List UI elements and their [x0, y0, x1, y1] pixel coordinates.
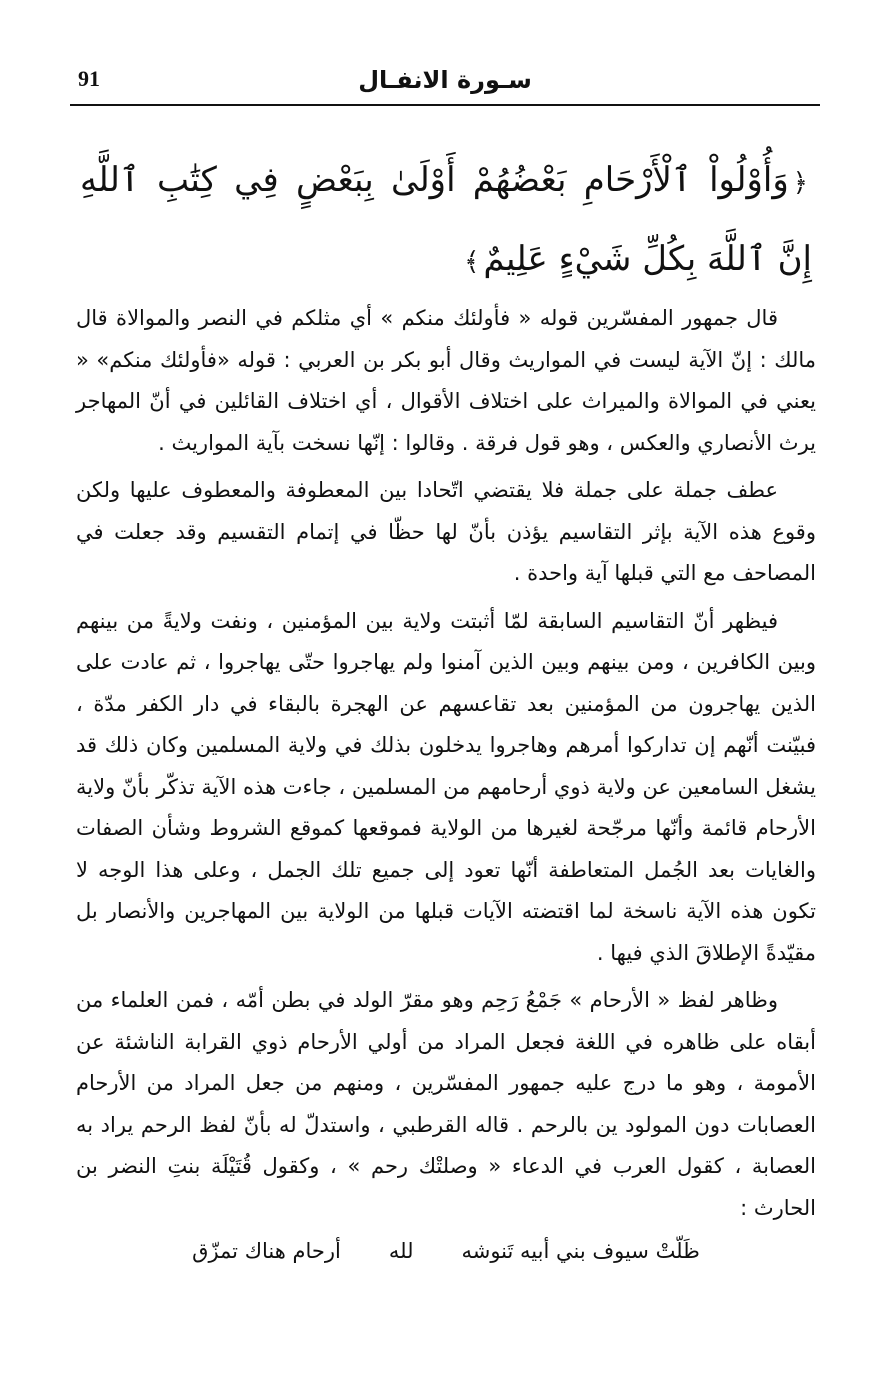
- paragraph-2: عطف جملة على جملة فلا يقتضي اتّحادا بين المعطوفة والمعطوف عليها ولكن وقوع هذه الآية بإثر التقاسيم يؤذن بأنّ لها حظّا في إتمام التقسيم وقد جعلت في المصاحف مع التي قبلها آية واحدة .: [76, 478, 816, 585]
- paragraph-1: قال جمهور المفسّرين قوله « فأولئك منكم » أي مثلكم في النصر والموالاة قال مالك : إنّ الآية ليست في المواريث وقال أبو بكر بن العربي : قوله «فأولئك منكم» « يعني في الموالاة والميراث على اختلاف الأقوال ، أي اختلاف القائلين في أنّ المهاجر يرث الأنصاري والعكس ، وهو قول فرقة . وقالوا : إنّها نسخت بآية المواريث .: [76, 306, 816, 455]
- poem-hemistich-2: أرحام هناك تمزّق: [192, 1239, 341, 1263]
- quran-verse: [80, 142, 812, 300]
- verse-text: وَأُوْلُواْ ٱلْأَرْحَامِ بَعْضُهُمْ أَوْلَىٰ بِبَعْضٍ فِي كِتَٰبِ ٱللَّهِ إِنَّ ٱللَّهَ بِكُلِّ شَيْءٍ عَلِيمٌ: [80, 160, 812, 279]
- page-number: 91: [78, 66, 100, 91]
- commentary-body: [76, 298, 816, 1273]
- poem-separator: لله: [388, 1239, 414, 1263]
- surah-title: سـورة الانفـال: [358, 66, 532, 94]
- paragraph-4: وظاهر لفظ « الأرحام » جَمْعُ رَحِم وهو مقرّ الولد في بطن أمّه ، فمن العلماء من أبقاه على ظاهره في اللغة فجعل المراد من أولي الأرحام ذوي القرابة الناشئة عن الأمومة ، وهو ما درج عليه جمهور المفسّرين ، ومنهم من جعل المراد من الأرحام العصابات دون المولود ين بالرحم . قاله القرطبي ، واستدلّ له بأنّ لفظ الرحم يراد به العصابة ، كقول العرب في الدعاء « وصلتْك رحم » ، وكقول قُتَيْلَة بنتِ النضر بن الحارث :: [76, 988, 816, 1220]
- page-header: [70, 58, 820, 106]
- ornamental-bracket-close: ﴾: [464, 247, 480, 277]
- poem-hemistich-1: ظَلّتْ سيوف بني أبيه تَنوشه: [461, 1239, 700, 1263]
- ornamental-bracket-open: ﴿: [792, 168, 808, 198]
- poetry-verse: [76, 1231, 816, 1273]
- paragraph-3: فيظهر أنّ التقاسيم السابقة لمّا أثبتت ولاية بين المؤمنين ، ونفت ولايةً من بينهم وبين الكافرين ، ومن بينهم وبين الذين آمنوا ولم يهاجروا حتّى يهاجروا ، ثم عادت على الذين يهاجرون من المؤمنين بعد تقاعسهم عن الهجرة بالبقاء في دار الكفر مدّة ، فبيّنت أنّهم إن تداركوا أمرهم وهاجروا يدخلون بذلك في ولاية المسلمين وكان ذلك قد يشغل السامعين عن ولاية ذوي أرحامهم من المسلمين ، جاءت هذه الآية تذكّر بأنّ ولاية الأرحام قائمة وأنّها مرجّحة لغيرها من الولاية فموقعها كموقع الشروط وشأن الصفات والغايات بعد الجُمل المتعاطفة أنّها تعود إلى جميع تلك الجمل ، وعلى هذا الوجه لا تكون هذه الآية ناسخة لما اقتضته الآيات قبلها من الولاية بين المهاجرين والأنصار بل مقيّدةً الإطلاقَ الذي فيها .: [76, 608, 816, 965]
- header-divider: [70, 104, 820, 106]
